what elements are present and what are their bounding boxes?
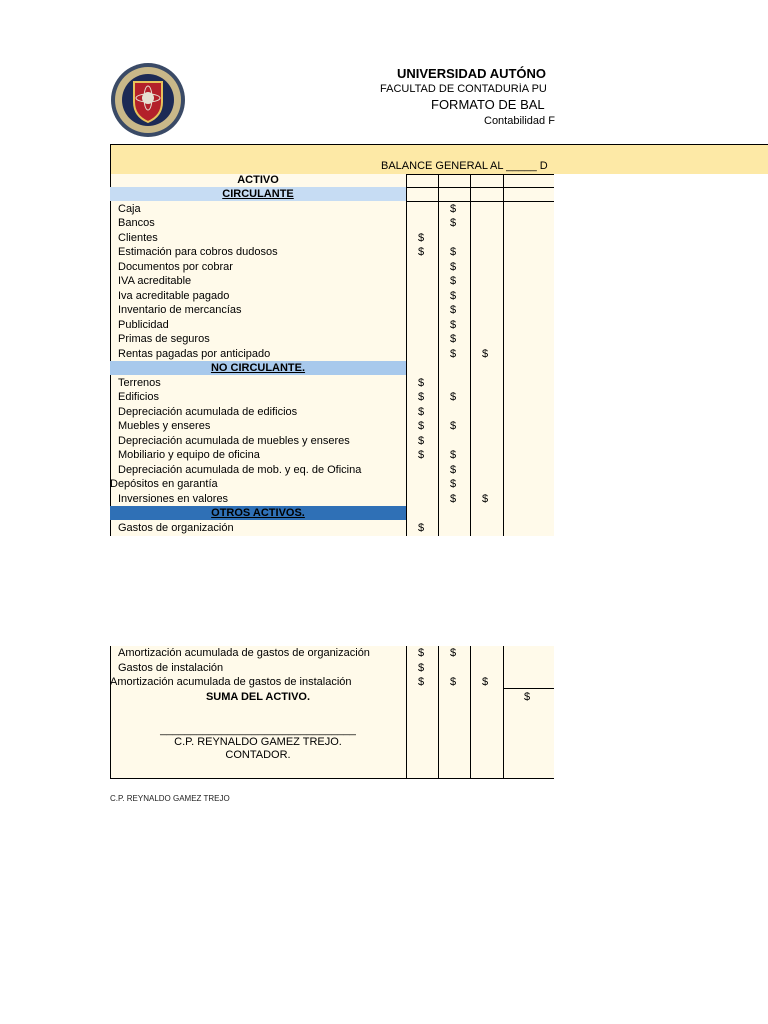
currency-sign: $ — [450, 202, 457, 215]
currency-sign: $ — [450, 304, 457, 316]
currency-sign: $ — [418, 246, 425, 258]
currency-sign: $ — [418, 405, 425, 418]
currency-sign: $ — [450, 449, 457, 461]
currency-sign: $ — [450, 676, 457, 688]
row-label: Clientes — [118, 231, 158, 244]
row-label: Gastos de organización — [118, 521, 234, 534]
subject-title: Contabilidad F — [484, 115, 555, 127]
row-label: Documentos por cobrar — [118, 260, 233, 273]
currency-sign: $ — [418, 647, 425, 659]
row-label: Mobiliario y equipo de oficina — [118, 449, 260, 461]
signature-role: CONTADOR. — [225, 749, 291, 761]
row-label: Depreciación acumulada de muebles y enseres — [118, 434, 350, 447]
currency-sign: $ — [450, 246, 457, 258]
row-label: Depreciación acumulada de mob. y eq. de Oficina — [118, 463, 362, 476]
currency-sign: $ — [450, 647, 457, 659]
row-label: Bancos — [118, 217, 155, 229]
currency-sign: $ — [450, 391, 457, 403]
currency-sign: $ — [450, 318, 457, 331]
currency-sign: $ — [418, 676, 425, 688]
currency-sign: $ — [482, 347, 489, 360]
row-label: Primas de seguros — [118, 333, 210, 345]
row-label: Depósitos en garantía — [110, 478, 218, 490]
row-label: Inversiones en valores — [118, 492, 229, 505]
section-header: NO CIRCULANTE. — [110, 361, 406, 375]
section-header: OTROS ACTIVOS. — [110, 506, 406, 520]
currency-sign: $ — [450, 347, 457, 360]
currency-sign: $ — [482, 492, 489, 505]
currency-sign: $ — [418, 434, 425, 447]
activo-header: ACTIVO — [237, 174, 279, 186]
row-label: Estimación para cobros dudosos — [118, 246, 278, 258]
row-label: Depreciación acumulada de edificios — [118, 405, 298, 418]
currency-sign: $ — [450, 420, 457, 432]
currency-sign: $ — [450, 260, 457, 273]
row-label: Publicidad — [118, 318, 169, 331]
row-label: Edificios — [118, 391, 159, 403]
currency-sign: $ — [450, 478, 457, 490]
currency-sign: $ — [418, 661, 425, 674]
format-title: FORMATO DE BAL — [431, 97, 545, 112]
suma-activo-label: SUMA DEL ACTIVO. — [205, 690, 311, 703]
row-label: Iva acreditable pagado — [118, 289, 230, 302]
currency-sign: $ — [450, 217, 457, 229]
row-label: Caja — [118, 202, 141, 215]
faculty-name: FACULTAD DE CONTADURÍA PU — [380, 83, 547, 95]
row-label: Amortización acumulada de gastos de instalación — [110, 676, 352, 688]
currency-sign: $ — [418, 521, 425, 534]
row-label: IVA acreditable — [118, 275, 192, 287]
currency-sign: $ — [450, 333, 457, 345]
signature-line: ________________________________ — [160, 724, 356, 736]
currency-sign: $ — [450, 275, 457, 287]
currency-sign: $ — [482, 676, 489, 688]
signature-name: C.P. REYNALDO GAMEZ TREJO. — [174, 736, 342, 748]
currency-sign: $ — [450, 492, 457, 505]
suma-activo-total: $ — [524, 690, 531, 703]
row-label: Muebles y enseres — [118, 420, 211, 432]
currency-sign: $ — [418, 391, 425, 403]
section-header: CIRCULANTE — [110, 187, 406, 201]
university-name: UNIVERSIDAD AUTÓNO — [397, 66, 547, 81]
balance-title: BALANCE GENERAL AL _____ D — [381, 160, 548, 172]
row-label: Terrenos — [118, 376, 161, 389]
currency-sign: $ — [418, 231, 425, 244]
row-label: Gastos de instalación — [118, 661, 224, 674]
currency-sign: $ — [418, 420, 425, 432]
row-label: Rentas pagadas por anticipado — [118, 347, 271, 360]
row-label: Inventario de mercancías — [118, 304, 242, 316]
currency-sign: $ — [450, 289, 457, 302]
currency-sign: $ — [418, 449, 425, 461]
currency-sign: $ — [450, 463, 457, 476]
currency-sign: $ — [418, 376, 425, 389]
footer-note: C.P. REYNALDO GAMEZ TREJO — [110, 794, 230, 803]
row-label: Amortización acumulada de gastos de organización — [118, 647, 370, 659]
